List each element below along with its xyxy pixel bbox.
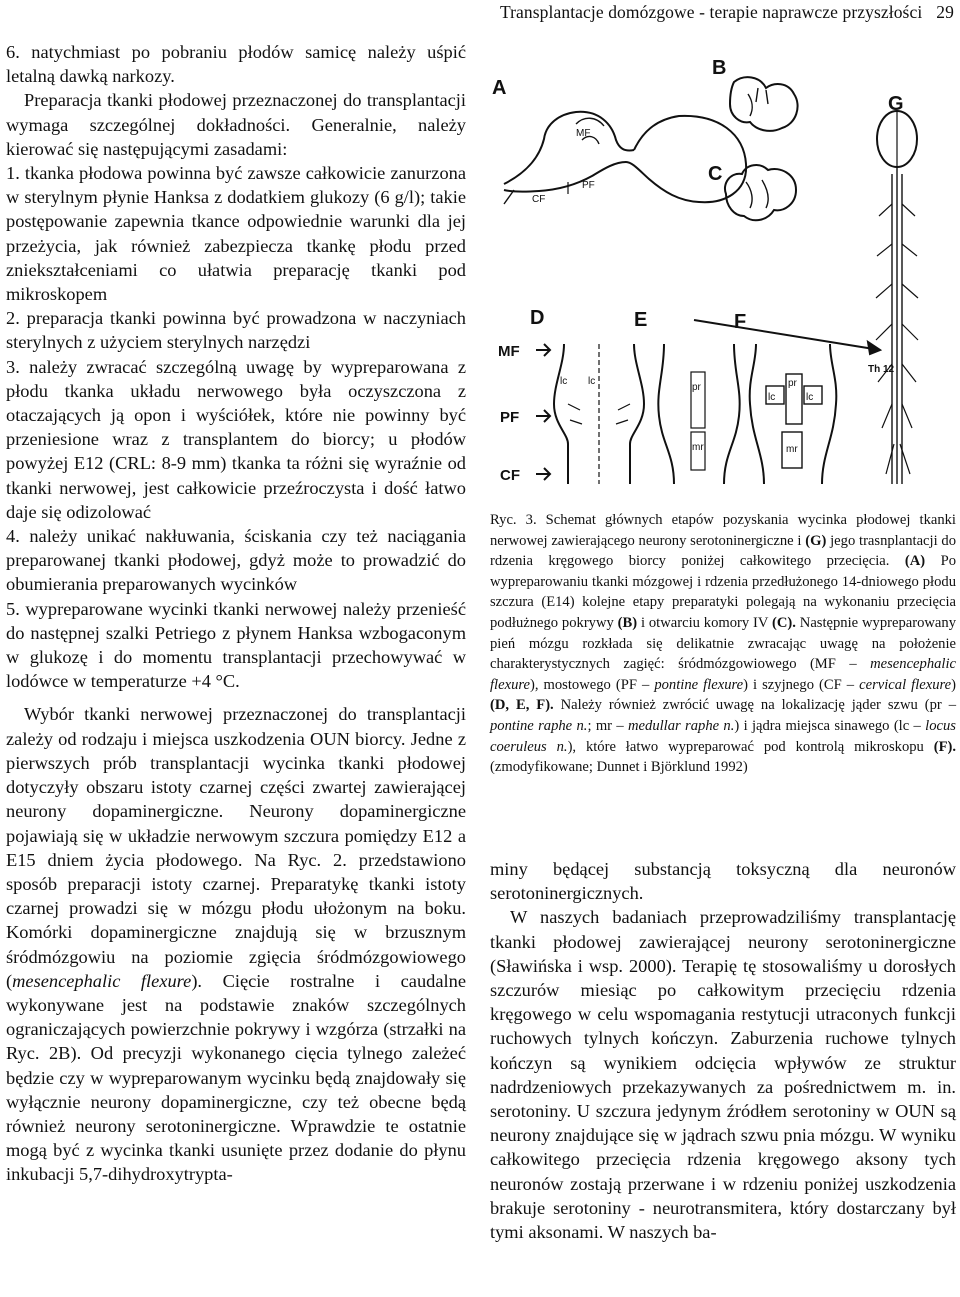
- list-item-3: 3. należy zwracać szczególną uwagę by wypreparowana z płodu tkanka układu nerwowego była oczyszczona z otaczających ją opon i wyściółek, które nie powinny być przeniesione wraz z transplantem do biorcy; u płodów powyżej E12 (CRL: 8-9 mm) tkanka ta różni się wyraźnie od tkanki nerwowej, jest całkowicie przeźroczysta i dość łatwo daje się odizolować: [6, 356, 466, 522]
- fetal-hemisphere-outline: [504, 116, 746, 202]
- label-pr-e: pr: [692, 382, 701, 393]
- panel-label-d: D: [530, 307, 545, 329]
- label-lc-left-d: lc: [560, 376, 568, 387]
- right-column: [490, 857, 956, 1244]
- running-header: [500, 2, 954, 23]
- list-item-4: 4. należy unikać nakłuwania, ściskania czy też naciągania preparowanej tkanki płodowej, gdyż może to prowadzić do obumierania preparowanych wycinków: [6, 526, 466, 595]
- fetal-brainstem-outline: [504, 112, 634, 184]
- figure-3-caption: Ryc. 3. Schemat głównych etapów pozyskania wycinka płodowej tkanki nerwowej zawierającego neurony serotoninergiczne i (G) jego trasnplantacji do rdzenia kręgowego biorcy poniżej całkowitego przecięcia. (A) Po wypreparowaniu tkanki mózgowej i rdzenia przedłużonego 14-dniowego płodu szczura (E14) kolejne etapy preparatyki polegają na wykonaniu przecięcia podłużnego pokrywy (B) i otwarciu komory IV (C). Następnie wypreparowany pień mózgu rozkłada się delikatnie zwracając uwagę na położenie charakterystycznych zagięć: śródmózgowiowego (MF – mesencephalic flexure), mostowego (PF – pontine flexure) i szyjnego (CF – cervical flexure) (D, E, F). Należy również zwrócić uwagę na lokalizację jąder szwu (pr – pontine raphe n.; mr – medullar raphe n.) i jądra miejsca sinawego (lc – locus coeruleus n.), które łatwo wypreparować pod kontrolą mikroskopu (F). (zmodyfikowane; Dunnet i Björklund 1992): [490, 512, 957, 776]
- label-pf-panel-a: PF: [582, 180, 595, 191]
- label-lc-right-d: lc: [588, 376, 596, 387]
- panel-f-outline: [750, 344, 837, 484]
- figure-3: [484, 44, 960, 504]
- label-cf-panel-a: CF: [532, 194, 546, 205]
- label-mr-f: mr: [786, 444, 798, 455]
- panel-label-e: E: [634, 309, 648, 331]
- label-pf-arrow: PF: [500, 409, 520, 426]
- recipient-spinal-cord: [892, 167, 902, 484]
- label-pr-f: pr: [788, 378, 797, 389]
- label-mr-e: mr: [692, 442, 704, 453]
- list-item-1: 1. tkanka płodowa powinna być zawsze całkowicie zanurzona w sterylnym płynie Hanksa z dodatkiem glukozy (6 g/l); takie postępowanie zapewnia tkance odpowiednie warunki dla jej przeżycia, jak również zabezpiecza tkankę płodu przed zniekształceniami co ułatwia preparację tkanki pod mikroskopem: [6, 163, 466, 305]
- pf-arrow: [536, 410, 550, 422]
- panel-label-b: B: [712, 57, 727, 79]
- label-cf-arrow: CF: [500, 467, 520, 484]
- paragraph-step-6: 6. natychmiast po pobraniu płodów samicę należy uśpić letalną dawką narkozy.: [6, 42, 466, 87]
- panel-label-f: F: [734, 311, 747, 333]
- panel-e-outline: [658, 344, 739, 484]
- label-mf-arrow: MF: [498, 343, 520, 360]
- page-number: 29: [936, 2, 954, 22]
- label-lc-right-f: lc: [806, 392, 814, 403]
- paragraph-continuation: miny będącej substancją toksyczną dla neuronów serotoninergicznych.: [490, 859, 956, 904]
- cf-arrow: [536, 468, 550, 480]
- list-item-5: 5. wypreparowane wycinki tkanki nerwowej należy przenieść do następnej szalki Petriego z płynem Hanksa wzbogaconym w glukozę i do momentu transplantacji przechowywać w lodówce w temperaturze +4 °C.: [6, 598, 466, 692]
- panel-b-brain: [730, 77, 798, 131]
- list-item-2: 2. preparacja tkanki powinna być prowadzona w naczyniach sterylnych z użyciem sterylnych narzędzi: [6, 308, 466, 353]
- panel-e-pr-region: [691, 372, 705, 428]
- paragraph-tissue-choice: Wybór tkanki nerwowej przeznaczonej do transplantacji zależy od rodzaju i miejsca uszkodzenia OUN biorcy. Jedne z pierwszych prób transplantacji wycinka tkanki płodowej dotyczyły obszaru istoty czarnej części zwartej zawierającej neurony dopaminergiczne. Neurony dopaminergiczne pojawiają się w układzie nerwowym szczura pomiędzy E12 a E15 dniem życia płodowego. Na Ryc. 2. przedstawiono sposób preparacji istoty czarnej. Preparatykę tkanki istoty czarnej prowadzi się w mózgu płodu ułożonym na boku. Komórki dopaminergiczne znajdują się w brzusznym śródmózgowiu na poziomie zgięcia śródmózgowiowego (mesencephalic flexure). Cięcie rostralne i caudalne wykonywane jest na podstawie znaków szczególnych ograniczających powierzchnie pokrywy i wzgórza (strzałki na Ryc. 2B). Od precyzji wykonanego cięcia tylnego zależeć będzie czy w wypreparowanym wycinku będą znajdowały się wyłącznie neurony dopaminergiczne, czy też obecne będą również neurony serotoninergiczne. Wprawdzie te ostatnie mogą być z wycinka tkanki usunięte przez dodanie do płynu inkubacji 5,7-dihydroxytrypta-: [6, 704, 466, 1185]
- mf-arrow: [536, 344, 550, 356]
- running-title: Transplantacje domózgowe - terapie naprawcze przyszłości: [499, 2, 923, 22]
- label-th12: Th 12: [868, 364, 895, 375]
- label-mf-panel-a: MF: [576, 128, 591, 139]
- transplant-arrow: [694, 320, 880, 350]
- paragraph-intro: Preparacja tkanki płodowej przeznaczonej do transplantacji wymaga szczególnej dokładności. Generalnie, należy kierować się następującymi zasadami:: [6, 90, 466, 159]
- label-lc-left-f: lc: [768, 392, 776, 403]
- figure-3-drawing: [484, 44, 960, 504]
- paragraph-own-research: W naszych badaniach przeprowadziliśmy transplantację tkanki płodowej zawierającej neurony serotoninergiczne (Sławińska i wsp. 2000). Terapię tę stosowaliśmy u dorosłych szczurów miesiąc po całkowitym przecięciu rdzenia kręgowego w celu wspomagania restytucji utraconych funkcji ruchowych tylnych kończyn. Zaburzenia ruchowe tylnych kończyn są wynikiem odcięcia wpływów ze struktur nadrdzeniowych przekazywanych za pośrednictwem m. in. serotoniny. U szczura jedynym źródłem serotoniny w OUN są neurony znajdujące się w jądrach szwu pnia mózgu. W wyniku całkowitego przecięcia rdzenia kręgowego aksony tych neuronów zostają przerwane i w rdzeniu poniżej uszkodzenia brakuje serotoniny - neurotransmitera, który dostarczany był tymi aksonami. W naszych ba-: [490, 907, 956, 1243]
- panel-label-c: C: [708, 163, 723, 185]
- panel-label-g: G: [888, 93, 904, 115]
- left-column: [6, 40, 466, 1187]
- panel-label-a: A: [492, 77, 507, 99]
